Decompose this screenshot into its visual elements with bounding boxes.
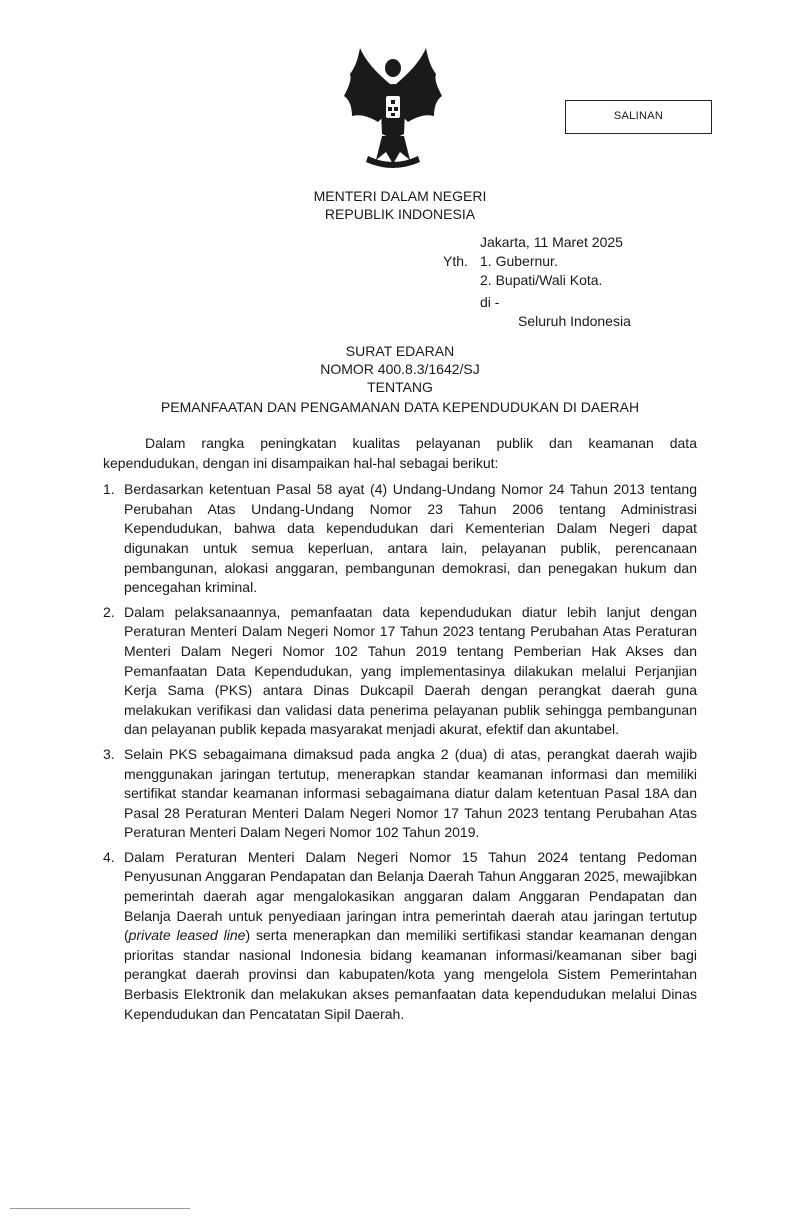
di-label: di - bbox=[480, 294, 500, 310]
item-text-before: Dalam Peraturan Menteri Dalam Negeri Nomor 15 Tahun 2024 tentang Pedoman Penyusunan Anggaran Pendapatan dan Belanja Daerah Tahun Anggaran 2025, mewajibkan pemerintah daerah agar mengalokasikan anggaran dalam Anggaran Pendapatan dan Belanja Daerah untuk penyediaan jaringan intra pemerintah daerah atau jaringan tertutup ( bbox=[124, 848, 697, 944]
item-number: 4. bbox=[103, 848, 115, 865]
footer-rule bbox=[10, 1208, 190, 1209]
recipient-2: 2. Bupati/Wali Kota. bbox=[480, 272, 603, 288]
yth-label: Yth. bbox=[443, 253, 468, 269]
document-subject: PEMANFAATAN DAN PENGAMANAN DATA KEPENDUDUKAN DI DAERAH bbox=[160, 399, 640, 415]
intro-paragraph: Dalam rangka peningkatan kualitas pelayanan publik dan keamanan data kependudukan, dengan ini disampaikan hal-hal sebagai berikut: bbox=[103, 435, 697, 471]
item-text: Dalam pelaksanaannya, pemanfaatan data kependudukan diatur lebih lanjut dengan Peraturan Menteri Dalam Negeri Nomor 17 Tahun 2023 tentang Perubahan Atas Peraturan Menteri Dalam Negeri Nomor 102 Tahun 2019 tentang Pemberian Hak Akses dan Pemanfaatan Data Kependudukan, yang implementasinya dilakukan melalui Perjanjian Kerja Sama (PKS) antara Dinas Dukcapil Daerah dengan perangkat daerah guna melakukan verifikasi dan validasi data penerima pelayanan publik sehingga pembangunan dan pelayanan publik kepada masyarakat menjadi akurat, efektif dan akuntabel. bbox=[124, 603, 697, 738]
garuda-emblem-icon bbox=[338, 44, 448, 174]
list-item bbox=[103, 745, 697, 843]
item-text: Berdasarkan ketentuan Pasal 58 ayat (4) Undang-Undang Nomor 24 Tahun 2013 tentang Perubahan Atas Undang-Undang Nomor 23 Tahun 2006 tentang Administrasi Kependudukan, bahwa data kependudukan dari Kementerian Dalam Negeri dapat digunakan untuk semua keperluan, antara lain, pelayanan publik, perencanaan pembangunan, alokasi anggaran, pembangunan demokrasi, dan penegakan hukum dan pencegahan kriminal. bbox=[124, 481, 697, 596]
list-item bbox=[103, 848, 697, 1024]
item-number: 3. bbox=[103, 745, 115, 762]
item-text-italic: private leased line bbox=[128, 927, 246, 944]
letter-date: Jakarta, 11 Maret 2025 bbox=[480, 234, 623, 250]
item-text-after: ) serta menerapkan dan memiliki sertifikasi standar keamanan dengan prioritas standar nasional Indonesia bidang keamanan informasi/keamanan siber bagi perangkat daerah provinsi dan kabupaten/kota yang mengelola Sistem Pemerintahan Berbasis Elektronik dan melakukan akses pemanfaatan data kependudukan melalui Dinas Kependudukan dan Pencatatan Sipil Daerah. bbox=[124, 927, 697, 1022]
header-line-2: REPUBLIK INDONESIA bbox=[324, 206, 476, 222]
recipient-location: Seluruh Indonesia bbox=[518, 313, 631, 329]
document-type: SURAT EDARAN bbox=[345, 343, 455, 359]
recipient-1: 1. Gubernur. bbox=[480, 253, 558, 269]
item-number: 1. bbox=[103, 481, 115, 498]
points-list bbox=[103, 480, 697, 1024]
document-number: NOMOR 400.8.3/1642/SJ bbox=[320, 361, 480, 377]
list-item bbox=[103, 480, 697, 598]
header-line-1: MENTERI DALAM NEGERI bbox=[313, 188, 487, 204]
item-number: 2. bbox=[103, 603, 115, 620]
list-item bbox=[103, 603, 697, 740]
item-text: Selain PKS sebagaimana dimaksud pada angka 2 (dua) di atas, perangkat daerah wajib menggunakan jaringan tertutup, menerapkan standar keamanan informasi dan memiliki sertifikat standar keamanan informasi sebagaimana diatur dalam ketentuan Pasal 18A dan Pasal 28 Peraturan Menteri Dalam Negeri Nomor 17 Tahun 2023 tentang Perubahan Atas Peraturan Menteri Dalam Negeri Nomor 102 Tahun 2019. bbox=[124, 745, 697, 841]
salinan-stamp: SALINAN bbox=[565, 100, 712, 134]
document-body bbox=[103, 434, 697, 1029]
document-about: TENTANG bbox=[367, 379, 433, 395]
